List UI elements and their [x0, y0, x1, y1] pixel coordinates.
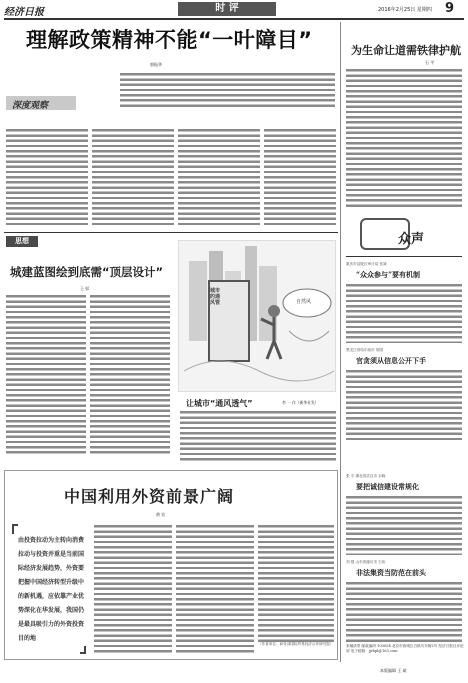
think-headline: 城建蓝图绘到底需“顶层设计” [10, 265, 164, 279]
voices-rule [346, 256, 462, 257]
voice-body [346, 283, 462, 343]
issue-date: 2016年2月25日 星期四 [378, 7, 432, 13]
cartoon-title: 让城市“通风透气” [186, 399, 253, 408]
lead-byline: 郭振华 [150, 62, 162, 67]
cartoon-door-label: 城市的通风管 [210, 288, 221, 306]
lead-body-col-3 [178, 128, 260, 228]
voice-source: 刘 强 山东省潍坊市 石伟 [346, 560, 386, 564]
voices-label: 众声 [398, 232, 425, 247]
lead-body-col-2 [92, 128, 174, 228]
voice-source: 黑龙江省哈尔滨市 胡国 [346, 348, 384, 352]
footer-contact: 来稿请寄 邮政编码 100054 北京市西城区白纸坊东街2号 经济日报社评论部 电子邮箱：jjrbpl@163.com [346, 644, 464, 653]
cartoon-drawing [179, 241, 337, 393]
voice-item [346, 348, 462, 438]
cartoon-caption-body [180, 410, 336, 462]
voice-title: 非法集资当防范在前头 [356, 568, 426, 577]
right-headline: 为生命让道需铁律护航 [351, 44, 461, 57]
footer-editor: 本版编辑 王 斌 [380, 668, 407, 673]
voice-item [346, 262, 462, 342]
paper-logo: 经济日报 [4, 7, 44, 18]
cartoon-illustration [178, 240, 336, 392]
voice-title: “众众参与”要有机制 [356, 270, 421, 279]
voice-item [346, 474, 462, 554]
lead-body-col-4 [264, 128, 336, 228]
pullquote-bracket-bottom [80, 646, 86, 654]
lead-headline: 理解政策精神不能“一叶障目” [26, 28, 313, 52]
think-tag: 思想 [6, 236, 38, 247]
masthead-rule [4, 18, 464, 20]
bottom-author-note: （作者单位：商务部国际贸易经济合作研究院） [258, 642, 334, 646]
bottom-byline: 黄 宏 [156, 512, 166, 517]
bottom-headline: 中国利用外资前景广阔 [64, 487, 235, 506]
section-rule [4, 232, 338, 233]
page-number: 9 [445, 1, 455, 16]
column-tag: 深度观察 [12, 101, 49, 111]
think-body-col-2 [90, 294, 170, 454]
think-body-col-1 [6, 294, 86, 454]
think-byline: 王 彰 [80, 286, 90, 291]
lead-summary [120, 72, 335, 109]
right-column-divider [340, 22, 341, 662]
voice-title: 要把诚信建设常规化 [356, 482, 419, 491]
bottom-body-col-3 [258, 524, 334, 642]
voice-body [346, 369, 462, 441]
voice-body [346, 495, 462, 555]
cartoon-credit: 李 一 作（新华社发） [282, 400, 319, 405]
right-body [346, 68, 462, 208]
voice-body [346, 581, 462, 643]
pullquote-bracket-top [12, 524, 18, 534]
bottom-body-col-2 [176, 524, 254, 654]
section-title: 时 评 [215, 3, 239, 14]
bottom-pullquote: 由投资拉动为主转向消费拉动与投资并重是当前国际经济发展趋势，外资要把握中国经济转型升级中的新机遇，应依靠产业优势深化在华发展，我国仍是最具吸引力的外资投资目的地 [18, 537, 85, 642]
masthead [0, 0, 468, 18]
right-byline: 石 平 [425, 60, 435, 65]
bottom-body-col-1 [94, 524, 172, 654]
voice-item [346, 560, 462, 640]
voice-source: 重庆市涪陵区审计局 张斌 [346, 262, 387, 266]
lead-body-col-1 [6, 128, 88, 228]
voice-source: 张 平 湖北省武汉市 余晓 [346, 474, 386, 478]
cartoon-sign-text: 自然风 [296, 299, 312, 305]
voice-title: 官贪须从信息公开下手 [356, 356, 426, 365]
